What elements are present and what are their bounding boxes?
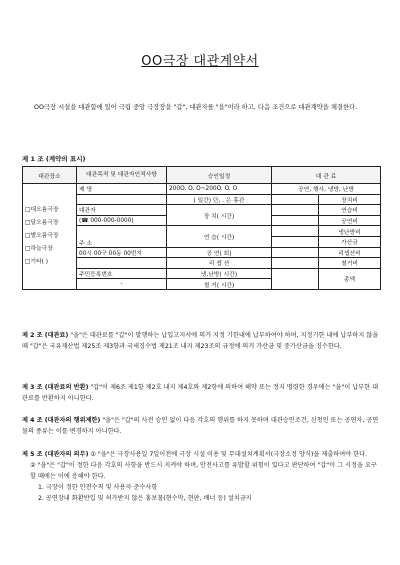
article-5: [22, 449, 380, 504]
row-teardown: 철 거( 시간): [167, 279, 272, 290]
total-label: 총액: [319, 268, 381, 289]
row-performance: 공 연( 회): [167, 247, 272, 258]
fee-item-1: 장치비: [319, 194, 381, 205]
article-2-text: "을"은 대관료를 "갑"이 발행하는 납입고지서에 의거 지정 기한내에 납부하여야 하며, 지정기한 내에 납부하지 않을 때 "갑"은 국유재산법 제25조 제3항과 국세징수법 제21조 내지 제23조의 규정에 의거 가산금 및 중가산금을 징수한다.: [22, 332, 379, 350]
article-5-paragraph-2: ② "을"은 "갑"이 정한 다음 각호의 사항을 반드시 지켜야 하며, 안전사고를 유발할 위험이 있다고 판단하여 "갑"이 그 시정을 요구할 때에는 이에 응해야 한다.: [30, 462, 377, 480]
date-line-1: 200O. O. O~200O. O. O: [167, 184, 272, 195]
article-3: [22, 382, 380, 404]
option-1[interactable]: □대오름극장: [25, 206, 59, 213]
article-2: [22, 330, 380, 352]
purpose-title: 제 명: [77, 184, 167, 195]
article-5-text: ① "을"은 극장사용일 7일이전에 극장 시설 이용 및 무대설치계획서(극장소정 양식)을 제출하여야 한다.: [90, 451, 368, 458]
row-rehearsal: 연 습( 시간): [167, 226, 272, 247]
header-fee: 대 관 료: [272, 167, 381, 184]
contract-table: [22, 166, 381, 290]
article-3-text: "갑"이 제6조 제1항 제2호 내지 제4호와 제2항에 의하여 해약 또는 정지 명령한 경우에는 "을"이 납부한 대관료를 반환하지 아니한다.: [22, 384, 379, 402]
header-place: 대관장소: [23, 167, 77, 184]
id-number-dash: -: [77, 279, 167, 290]
intro-paragraph: OO극장 시설을 대관함에 있어 극립 중앙 극장장을 "갑", 대관자를 "을"이라 하고, 다음 조건으로 대관계약을 체결한다.: [34, 104, 358, 111]
row-hvac: 냉,난방( 시간): [167, 268, 272, 279]
applicant-label: 대관자: [77, 205, 167, 216]
article-5-item-1: 1. 극장이 정한 안전수칙 및 사용자 준수사항: [38, 484, 158, 491]
article-4-text: "을"은 "갑"의 사전 승인 없이 다음 각호의 행위를 하지 못하며 대관승인조건, 신청인 또는 공연자, 공연물의 종류는 이를 변경하지 아니한다.: [22, 417, 379, 435]
address-value: 00시 00구 00동 00번지: [77, 247, 167, 258]
fee-item-4: 냉난방비: [319, 226, 381, 237]
date-line-2: ( 일간) 단, . 은 휴관: [167, 194, 272, 205]
fee-head: 공연, 행사, 냉방, 난방: [272, 184, 381, 195]
article-3-heading: 제 3 조 (대관료의 반환): [22, 384, 89, 391]
fee-item-2: 연습비: [319, 205, 381, 216]
address-label: 주 소: [77, 226, 167, 247]
header-date: 승인일정: [167, 167, 272, 184]
section-1-heading: 제 1 조 (계약의 표시): [22, 155, 86, 163]
option-4[interactable]: □하늘극장: [25, 245, 53, 252]
place-options: [23, 184, 77, 290]
id-number-label: 주민등록번호: [77, 268, 167, 279]
article-4-heading: 제 4 조 (대관자의 행위제한): [22, 417, 101, 424]
applicant-phone: (☎ 000-000-0000): [77, 215, 167, 226]
article-5-heading: 제 5 조 (대관자의 의무): [22, 451, 89, 458]
option-2[interactable]: □달오름극장: [25, 219, 59, 226]
fee-item-6: 리셉션비: [319, 247, 381, 258]
row-reception: 리 셉 션: [167, 258, 272, 269]
article-4: [22, 415, 380, 437]
fee-item-3: 공연비: [319, 215, 381, 226]
page-title: OO극장 대관계약서: [141, 54, 259, 69]
row-install: 장 치( 시간): [167, 205, 272, 226]
header-purpose: 대관목적 및 대관자인적사항: [77, 167, 167, 184]
fee-item-5: 가산금: [319, 236, 381, 247]
option-3[interactable]: □별오름극장: [25, 232, 59, 239]
article-2-heading: 제 2 조 (대관료): [22, 332, 69, 339]
option-5[interactable]: □기타( ): [25, 258, 49, 265]
fee-item-7: 철거비: [319, 258, 381, 269]
article-5-item-2: 2. 공연장내 화환반입 및 허가받지 않은 홍보물(현수막, 현판, 배너 등) 설치금지: [38, 495, 252, 502]
